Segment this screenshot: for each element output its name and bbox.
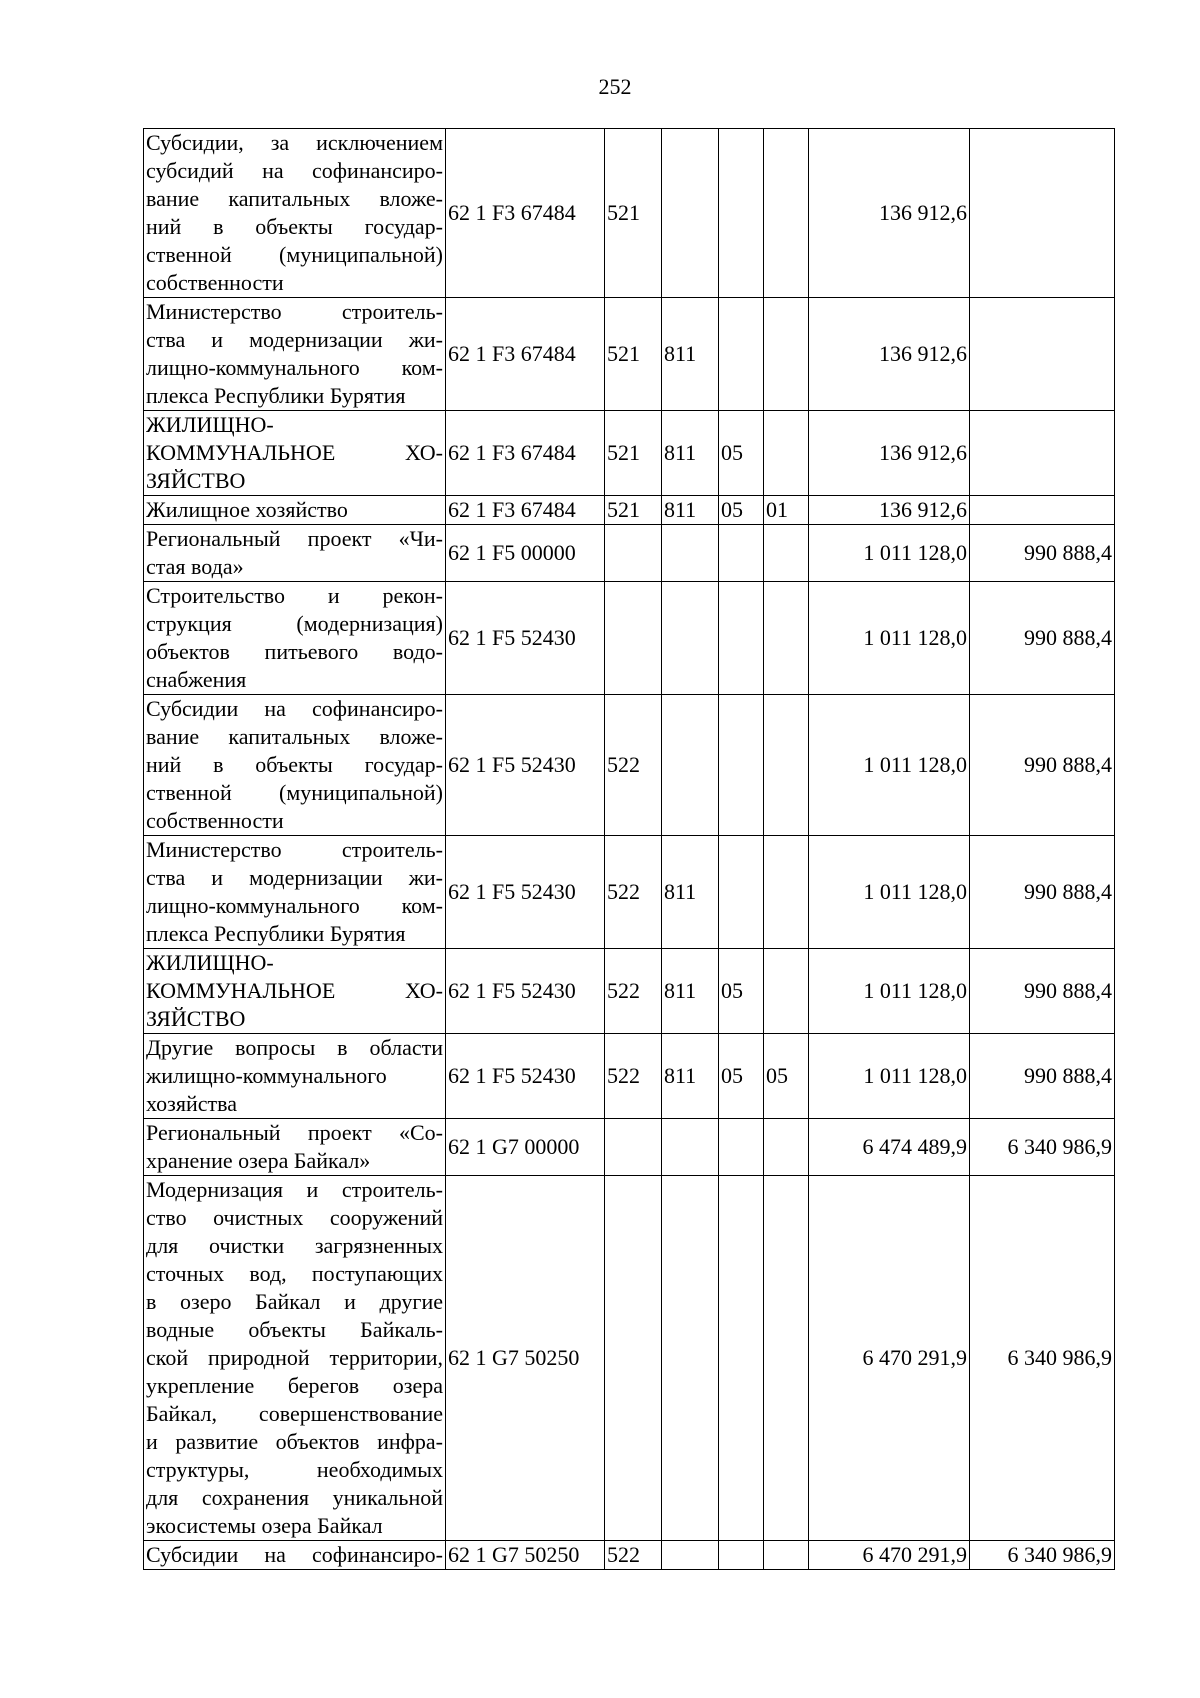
- item-name-cell: [144, 1034, 446, 1119]
- section-code-cell: 521: [605, 411, 662, 496]
- section-code-cell: [605, 582, 662, 695]
- item-name-line: Байкал, совершенствование: [146, 1401, 443, 1426]
- ministry-code-cell: [662, 1541, 719, 1570]
- target-article-cell: 62 1 F3 67484: [446, 298, 605, 411]
- item-name-line: ЗЯЙСТВО: [146, 1006, 246, 1031]
- target-article-cell: 62 1 G7 00000: [446, 1119, 605, 1176]
- amount-year2-cell: [970, 298, 1115, 411]
- amount-year1-cell: 6 470 291,9: [809, 1176, 970, 1541]
- item-name-cell: [144, 496, 446, 525]
- item-name-line: ства и модернизации жи-: [146, 327, 443, 352]
- item-name-line: Другие вопросы в области: [146, 1035, 443, 1060]
- item-name-line: в озеро Байкал и другие: [146, 1289, 443, 1314]
- amount-year2-cell: 990 888,4: [970, 949, 1115, 1034]
- item-name-line: жилищно-коммунального: [146, 1063, 387, 1088]
- item-name-line: ство очистных сооружений: [146, 1205, 443, 1230]
- item-name-line: Министерство строитель-: [146, 837, 443, 862]
- division-cell: [719, 525, 764, 582]
- item-name-cell: [144, 836, 446, 949]
- table-row: [144, 582, 1115, 695]
- item-name-line: Региональный проект «Чи-: [146, 526, 443, 551]
- item-name-line: КОММУНАЛЬНОЕ ХО-: [146, 440, 443, 465]
- item-name-line: стая вода»: [146, 554, 244, 579]
- ministry-code-cell: 811: [662, 1034, 719, 1119]
- division-cell: [719, 129, 764, 298]
- amount-year2-cell: 990 888,4: [970, 1034, 1115, 1119]
- item-name-line: хранение озера Байкал»: [146, 1148, 371, 1173]
- item-name-line: ЖИЛИЩНО-: [146, 950, 274, 975]
- table-row: [144, 836, 1115, 949]
- item-name-line: ственной (муниципальной): [146, 242, 443, 267]
- item-name-line: укрепление берегов озера: [146, 1373, 443, 1398]
- target-article-cell: 62 1 F5 00000: [446, 525, 605, 582]
- item-name-line: субсидий на софинансиро-: [146, 158, 443, 183]
- section-code-cell: 522: [605, 1034, 662, 1119]
- item-name-line: сточных вод, поступающих: [146, 1261, 443, 1286]
- amount-year1-cell: 6 470 291,9: [809, 1541, 970, 1570]
- subdivision-cell: 05: [764, 1034, 809, 1119]
- subdivision-cell: [764, 1176, 809, 1541]
- target-article-cell: 62 1 F5 52430: [446, 582, 605, 695]
- ministry-code-cell: 811: [662, 949, 719, 1034]
- division-cell: [719, 1541, 764, 1570]
- target-article-cell: 62 1 F5 52430: [446, 836, 605, 949]
- item-name-line: Министерство строитель-: [146, 299, 443, 324]
- amount-year1-cell: 1 011 128,0: [809, 1034, 970, 1119]
- ministry-code-cell: 811: [662, 836, 719, 949]
- division-cell: 05: [719, 1034, 764, 1119]
- item-name-line: ний в объекты государ-: [146, 752, 443, 777]
- item-name-cell: [144, 411, 446, 496]
- item-name-cell: [144, 949, 446, 1034]
- amount-year1-cell: 136 912,6: [809, 298, 970, 411]
- ministry-code-cell: [662, 1119, 719, 1176]
- target-article-cell: 62 1 F3 67484: [446, 411, 605, 496]
- amount-year2-cell: [970, 411, 1115, 496]
- subdivision-cell: [764, 1119, 809, 1176]
- item-name-cell: [144, 1176, 446, 1541]
- target-article-cell: 62 1 F5 52430: [446, 949, 605, 1034]
- ministry-code-cell: [662, 525, 719, 582]
- item-name-line: ственной (муниципальной): [146, 780, 443, 805]
- item-name-line: собственности: [146, 808, 284, 833]
- item-name-line: КОММУНАЛЬНОЕ ХО-: [146, 978, 443, 1003]
- ministry-code-cell: 811: [662, 411, 719, 496]
- ministry-code-cell: [662, 582, 719, 695]
- subdivision-cell: [764, 836, 809, 949]
- division-cell: 05: [719, 949, 764, 1034]
- item-name-line: вание капитальных вложе-: [146, 724, 443, 749]
- amount-year2-cell: 6 340 986,9: [970, 1119, 1115, 1176]
- amount-year1-cell: 1 011 128,0: [809, 582, 970, 695]
- table-row: [144, 1176, 1115, 1541]
- target-article-cell: 62 1 F5 52430: [446, 1034, 605, 1119]
- item-name-line: собственности: [146, 270, 284, 295]
- subdivision-cell: [764, 411, 809, 496]
- division-cell: [719, 298, 764, 411]
- division-cell: [719, 1176, 764, 1541]
- subdivision-cell: [764, 129, 809, 298]
- ministry-code-cell: 811: [662, 298, 719, 411]
- target-article-cell: 62 1 F3 67484: [446, 129, 605, 298]
- amount-year2-cell: 990 888,4: [970, 695, 1115, 836]
- item-name-cell: [144, 1541, 446, 1570]
- item-name-line: снабжения: [146, 667, 247, 692]
- item-name-line: ний в объекты государ-: [146, 214, 443, 239]
- item-name-line: ства и модернизации жи-: [146, 865, 443, 890]
- item-name-line: Региональный проект «Со-: [146, 1120, 443, 1145]
- subdivision-cell: [764, 695, 809, 836]
- section-code-cell: 522: [605, 949, 662, 1034]
- amount-year2-cell: 6 340 986,9: [970, 1176, 1115, 1541]
- item-name-line: для сохранения уникальной: [146, 1485, 443, 1510]
- table-row: [144, 1119, 1115, 1176]
- item-name-line: лищно-коммунального ком-: [146, 355, 443, 380]
- table-row: [144, 411, 1115, 496]
- item-name-line: Строительство и рекон-: [146, 583, 443, 608]
- division-cell: [719, 695, 764, 836]
- section-code-cell: 522: [605, 1541, 662, 1570]
- target-article-cell: 62 1 F3 67484: [446, 496, 605, 525]
- amount-year2-cell: 6 340 986,9: [970, 1541, 1115, 1570]
- section-code-cell: [605, 525, 662, 582]
- item-name-cell: [144, 129, 446, 298]
- section-code-cell: 521: [605, 298, 662, 411]
- amount-year2-cell: [970, 129, 1115, 298]
- item-name-line: хозяйства: [146, 1091, 237, 1116]
- table-row: [144, 525, 1115, 582]
- amount-year2-cell: 990 888,4: [970, 836, 1115, 949]
- amount-year1-cell: 136 912,6: [809, 129, 970, 298]
- table-row: [144, 1034, 1115, 1119]
- table-row: [144, 129, 1115, 298]
- table-row: [144, 298, 1115, 411]
- item-name-cell: [144, 582, 446, 695]
- subdivision-cell: [764, 582, 809, 695]
- division-cell: [719, 582, 764, 695]
- subdivision-cell: 01: [764, 496, 809, 525]
- item-name-line: лищно-коммунального ком-: [146, 893, 443, 918]
- subdivision-cell: [764, 1541, 809, 1570]
- amount-year2-cell: [970, 496, 1115, 525]
- ministry-code-cell: 811: [662, 496, 719, 525]
- item-name-line: и развитие объектов инфра-: [146, 1429, 443, 1454]
- amount-year1-cell: 1 011 128,0: [809, 949, 970, 1034]
- amount-year1-cell: 1 011 128,0: [809, 695, 970, 836]
- ministry-code-cell: [662, 695, 719, 836]
- item-name-line: Субсидии на софинансиро-: [146, 1542, 443, 1567]
- ministry-code-cell: [662, 1176, 719, 1541]
- amount-year1-cell: 6 474 489,9: [809, 1119, 970, 1176]
- target-article-cell: 62 1 G7 50250: [446, 1541, 605, 1570]
- division-cell: [719, 1119, 764, 1176]
- item-name-line: ской природной территории,: [146, 1345, 443, 1370]
- table-row: [144, 949, 1115, 1034]
- item-name-cell: [144, 525, 446, 582]
- subdivision-cell: [764, 525, 809, 582]
- target-article-cell: 62 1 G7 50250: [446, 1176, 605, 1541]
- page-number: 252: [598, 74, 632, 99]
- amount-year2-cell: 990 888,4: [970, 525, 1115, 582]
- item-name-line: ЖИЛИЩНО-: [146, 412, 274, 437]
- item-name-line: экосистемы озера Байкал: [146, 1513, 383, 1538]
- item-name-line: структуры, необходимых: [146, 1457, 443, 1482]
- ministry-code-cell: [662, 129, 719, 298]
- item-name-line: Модернизация и строитель-: [146, 1177, 443, 1202]
- amount-year1-cell: 1 011 128,0: [809, 525, 970, 582]
- table-row: [144, 1541, 1115, 1570]
- amount-year1-cell: 1 011 128,0: [809, 836, 970, 949]
- section-code-cell: 522: [605, 836, 662, 949]
- item-name-cell: [144, 1119, 446, 1176]
- item-name-line: водные объекты Байкаль-: [146, 1317, 443, 1342]
- section-code-cell: [605, 1176, 662, 1541]
- item-name-line: Субсидии на софинансиро-: [146, 696, 443, 721]
- amount-year1-cell: 136 912,6: [809, 411, 970, 496]
- section-code-cell: 521: [605, 496, 662, 525]
- item-name-line: плекса Республики Бурятия: [146, 921, 406, 946]
- section-code-cell: 521: [605, 129, 662, 298]
- item-name-line: ЗЯЙСТВО: [146, 468, 246, 493]
- subdivision-cell: [764, 298, 809, 411]
- division-cell: 05: [719, 496, 764, 525]
- item-name-line: струкция (модернизация): [146, 611, 443, 636]
- item-name-cell: [144, 298, 446, 411]
- item-name-line: вание капитальных вложе-: [146, 186, 443, 211]
- item-name-cell: [144, 695, 446, 836]
- subdivision-cell: [764, 949, 809, 1034]
- budget-table: [143, 128, 1115, 1570]
- section-code-cell: [605, 1119, 662, 1176]
- amount-year1-cell: 136 912,6: [809, 496, 970, 525]
- division-cell: [719, 836, 764, 949]
- table-row: [144, 695, 1115, 836]
- item-name-line: Жилищное хозяйство: [146, 497, 348, 522]
- item-name-line: объектов питьевого водо-: [146, 639, 443, 664]
- table-row: [144, 496, 1115, 525]
- section-code-cell: 522: [605, 695, 662, 836]
- target-article-cell: 62 1 F5 52430: [446, 695, 605, 836]
- division-cell: 05: [719, 411, 764, 496]
- budget-table-body: [144, 129, 1115, 1570]
- item-name-line: для очистки загрязненных: [146, 1233, 443, 1258]
- item-name-line: Субсидии, за исключением: [146, 130, 443, 155]
- amount-year2-cell: 990 888,4: [970, 582, 1115, 695]
- item-name-line: плекса Республики Бурятия: [146, 383, 406, 408]
